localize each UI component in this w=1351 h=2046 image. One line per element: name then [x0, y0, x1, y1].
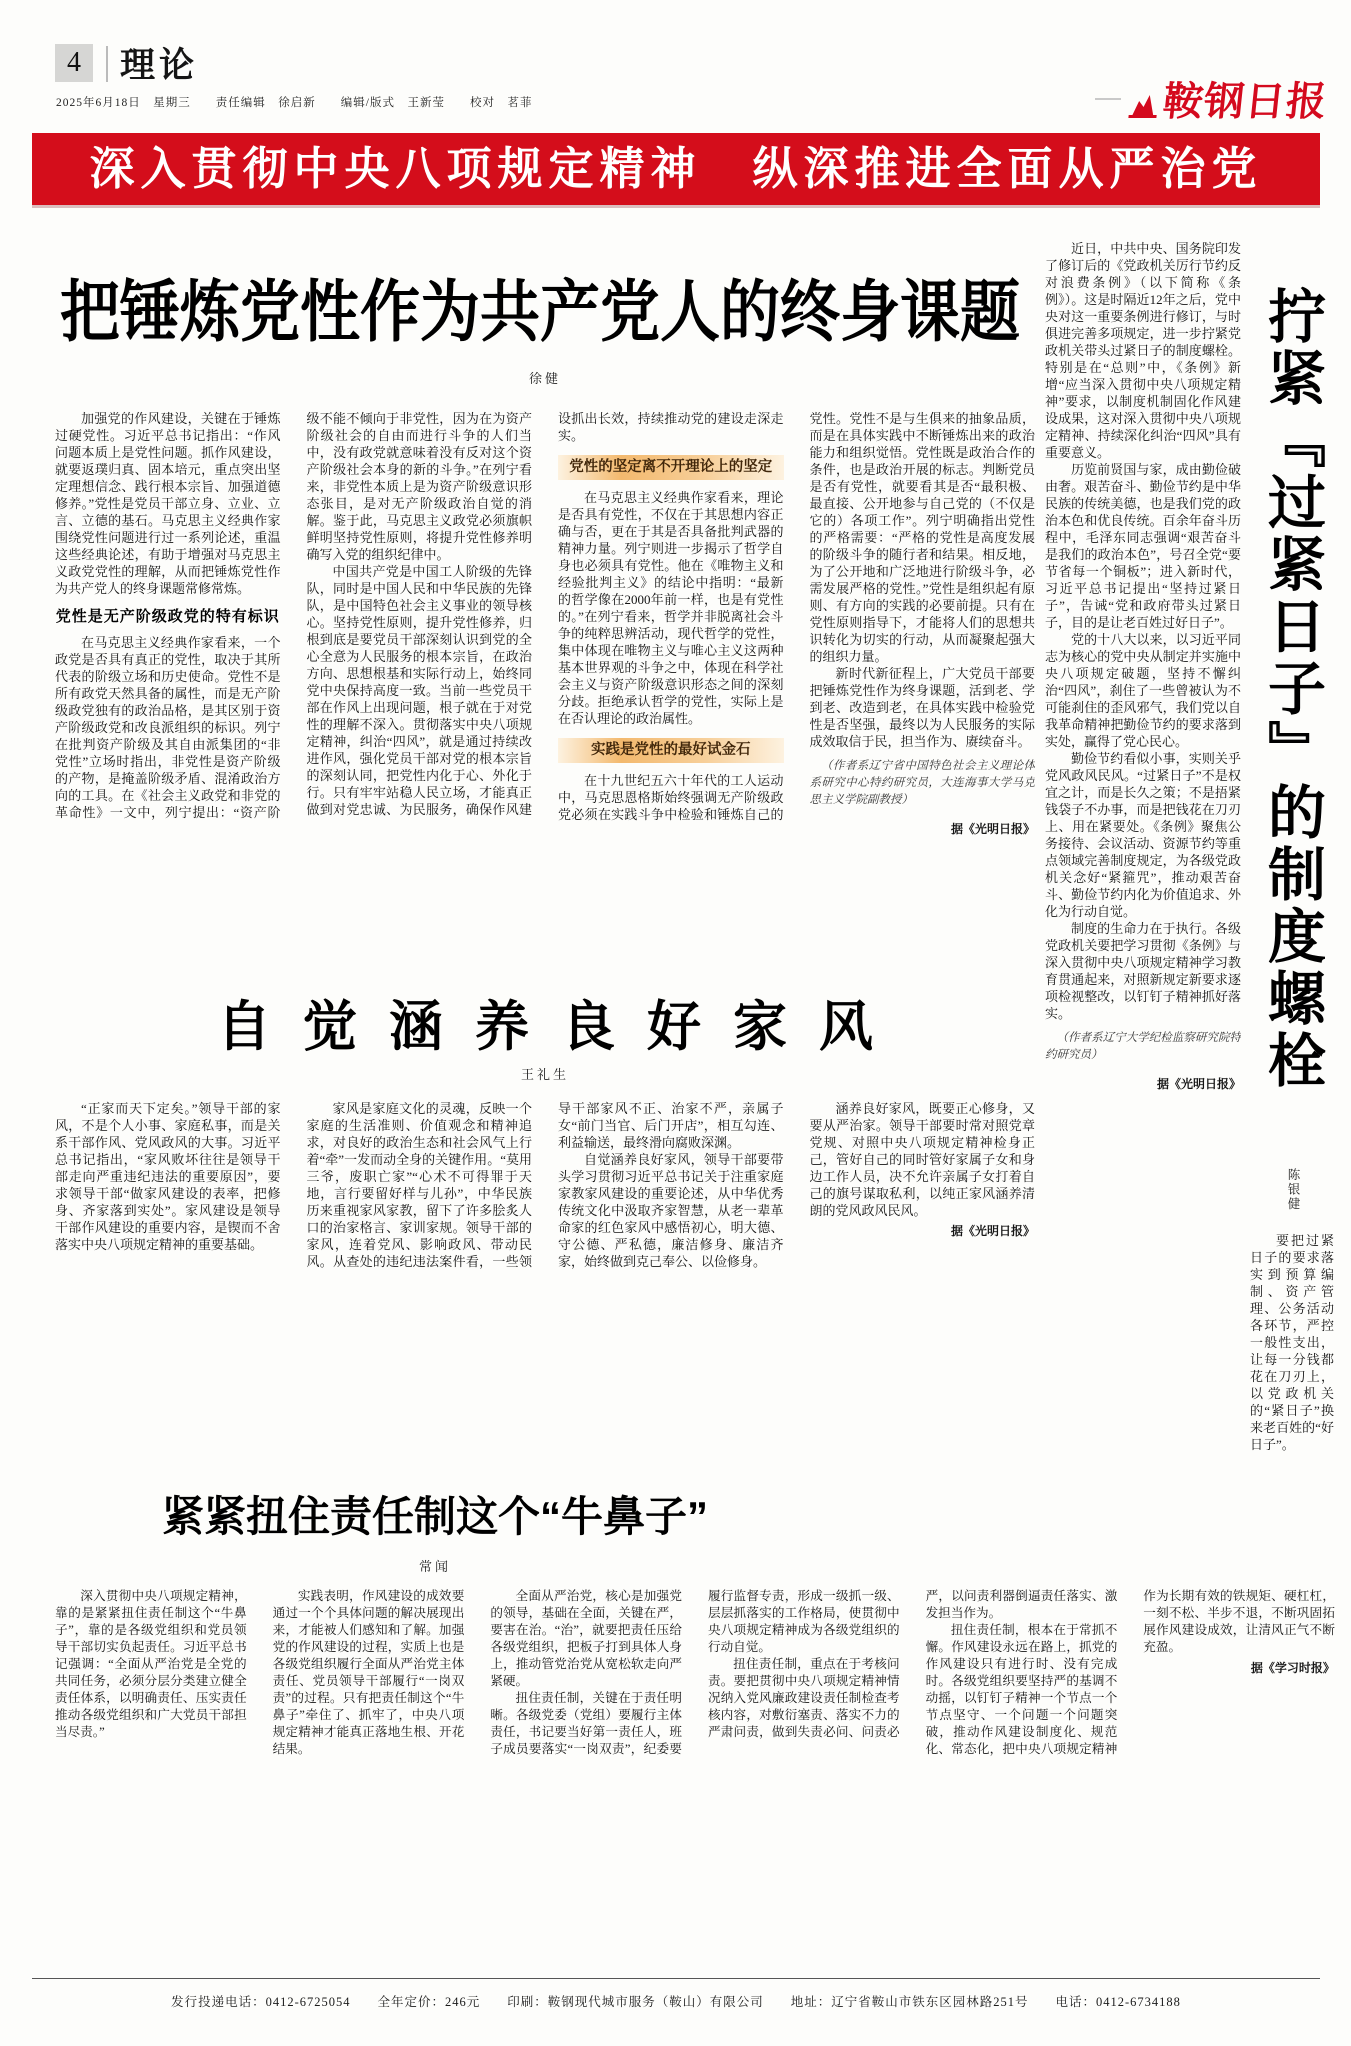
- main-article-attribution: （作者系辽宁省中国特色社会主义理论体系研究中心特约研究员，大连海事大学马克思主义学院副教授）: [809, 760, 1035, 806]
- bottom-article-author: 常闻: [418, 1559, 451, 1574]
- header-divider: [106, 46, 108, 82]
- family-article-source: 据《光明日报》: [950, 1224, 1035, 1238]
- paragraph: 在马克思主义经典作家看来，理论是否具有党性，不仅在于其思想内容正确与否，更在于其是否具备批判武器的精神力量。列宁则进一步揭示了哲学自身也必须具有党性。他在《唯物主义和经验批判主义》的结论中指明：“最新的哲学像在2000年前一样，也是有党性的。”在列宁看来，哲学并非脱离社会斗争的纯粹思辨活动，现代哲学的党性，集中体现在唯物主义与唯心主义这两种基本世界观的斗争之中，体现在科学社会主义与资产阶级意识形态之间的深刻分歧。拒绝承认哲学的党性，实际上是在否认理论的政治属性。: [558, 490, 784, 726]
- paragraph: 制度的生命力在于执行。各级党政机关要把学习贯彻《条例》与深入贯彻中央八项规定精神学习教育贯通起来，对照新规定新要求逐项检视整改，以钉钉子精神抓好落实。: [1045, 921, 1241, 1021]
- paragraph: 自觉涵养良好家风，领导干部要带头学习贯彻习近平总书记关于注重家庭家教家风建设的重要论述，从中华优秀传统文化中汲取齐家智慧，从老一辈革命家的红色家风中感悟初心，明大德、守公德、严私德，廉洁修身、廉洁齐家，始终做到克己奉公、以俭修身。: [558, 1152, 784, 1269]
- section-subhead: 党性的坚定离不开理论上的坚定: [558, 455, 784, 480]
- family-article-body: [55, 1100, 1035, 1394]
- dateline: 2025年6月18日 星期三 责任编辑 徐启新 编辑/版式 王新莹 校对 茗菲: [56, 97, 533, 109]
- paragraph: “正家而天下定矣。”领导干部的家风，不是个人小事、家庭私事，而是关系干部作风、党风政风的大事。习近平总书记指出，“家风败坏往往是领导干部走向严重违纪违法的重要原因”，要求领导干部“做家风建设的表率，把修身、齐家落到实处”。家风建设是领导干部作风建设的重要内容，是锲而不舍落实中央八项规定精神的重要基础。: [55, 1101, 281, 1252]
- paragraph: 中国共产党是中国工人阶级的先锋队，同时是中国人民和中华民族的先锋队，是中国特色社会主义事业的领导核心。坚持党性原则，提升党性修养，归根到底是要党员干部深刻认识到党的全心全意为人民服务的根本宗旨，在政治方向、思想根基和实际行动上，始终同党中央保持高度一致。当前一些党员干部在作风上出现问题，根子就在于对党性的理解不深入。贯彻落实中央八项规定精神，纠治“四风”，就是通过持续改进作风，强化党员干部对党的根本宗旨的深刻认同，把党性内化于心、外化于行。只有牢牢站稳人民立场，才能真正做到对党忠诚、为民服务，确保作风建设抓出长效，持续推动党的建设走深走实。: [306, 411, 784, 817]
- section-subhead: 党性是无产阶级政党的特有标识: [55, 608, 280, 625]
- paragraph: 扭住责任制，重点在于考核问责。要把贯彻中央八项规定精神情况纳入党风廉政建设责任制检查考核内容，对敷衍塞责、落实不力的严肃问责，做到失责必问、问责必严，以问责利器倒逼责任落实、激发担当作为。: [707, 1589, 1118, 1739]
- page-number: 4: [55, 44, 93, 82]
- bottom-article-body: [55, 1588, 1335, 1965]
- banner-headline: [32, 133, 1320, 205]
- masthead: [1126, 70, 1341, 124]
- paragraph: 加强党的作风建设，关键在于锤炼过硬党性。习近平总书记指出：“作风问题本质上是党性问题。抓作风建设，就要返璞归真、固本培元，重点突出坚定理想信念、践行根本宗旨、加强道德修养。”党性是党员干部立身、立业、立言、立德的基石。马克思主义经典作家围绕党性问题进行过一系列论述，重温这些经典论述，有助于增强对马克思主义政党党性的理解，从而把锤炼党性作为共产党人的终身课题常修常炼。: [55, 411, 281, 596]
- paragraph: 新时代新征程上，广大党员干部要把锤炼党性作为终身课题，活到老、学到老、改造到老，在具体实践中检验党性是否坚强，最终以为人民服务的实际成效取信于民，担当作为、赓续奋斗。: [809, 666, 1035, 749]
- masthead-logo-icon: [1124, 82, 1163, 129]
- right-article-source: 据《光明日报》: [1156, 1076, 1241, 1091]
- paragraph: 近日，中共中央、国务院印发了修订后的《党政机关厉行节约反对浪费条例》（以下简称《条例》）。这是时隔近12年之后，党中央对这一重要条例进行修订，与时俱进完善多项规定，进一步拧紧党政机关带头过紧日子的制度螺栓。特别是在“总则”中，《条例》新增“应当深入贯彻中央八项规定精神”要求，以制度机制固化作风建设成果，这对深入贯彻中央八项规定精神、持续深化纠治“四风”具有重要意义。: [1045, 241, 1241, 460]
- right-article-tail: 要把过紧日子的要求落实到预算编制、资产管理、公务活动各环节，严控一般性支出，让每一分钱都花在刀刃上，以党政机关的“紧日子”换来老百姓的“好日子”。: [1250, 1233, 1334, 1452]
- masthead-rule: [1095, 98, 1121, 100]
- footer-info: 发行投递电话：0412-6725054 全年定价：246元 印刷：鞍钢现代城市服务（鞍山）有限公司 地址：辽宁省鞍山市铁东区园林路251号 电话：0412-6734188: [171, 1995, 1181, 2009]
- paragraph: 实践表明，作风建设的成效要通过一个个具体问题的解决展现出来，才能被人们感知和了解。加强党的作风建设的过程，实质上也是各级党组织履行全面从严治党主体责任、党员领导干部履行“一岗双责”的过程。只有把责任制这个“牛鼻子”牵住了、抓牢了，中央八项规定精神才能真正落地生根、开花结果。: [272, 1589, 465, 1756]
- paragraph: 在十九世纪五六十年代的工人运动中，马克思恩格斯始终强调无产阶级政党必须在实践斗争中检验和锤炼自己的党性。党性不是与生俱来的抽象品质，而是在具体实践中不断锤炼出来的政治能力和组织觉悟。党性既是政治合作的条件，也是政治开展的标志。判断党员是否有党性，就要看其是否“最积极、最直接、公开地参与自己党的（不仅是它的）各项工作”。列宁明确指出党性的严格需要：“严格的党性是高度发展的阶级斗争的随行者和结果。相反地，为了公开地和广泛地进行阶级斗争，必需发展严格的党性。”党性是组织起有原则、有方向的实践的必要前提。只有在党性原则指导下，才能将人们的思想共识转化为切实的行动，从而凝聚起强大的组织力量。: [558, 411, 1035, 822]
- right-article-author: 陈银健: [1286, 1168, 1300, 1212]
- paragraph: 扭住责任制，根本在于常抓不懈。作风建设永远在路上，抓党的作风建设只有进行时、没有完成时。各级党组织要坚持严的基调不动摇，以钉钉子精神一个节点一个节点坚守、一个问题一个问题突破，推动作风建设制度化、规范化、常态化，把中央八项规定精神作为长期有效的铁规矩、硬杠杠，一刻不松、半步不退，不断巩固拓展作风建设成效，让清风正气不断充盈。: [925, 1589, 1335, 1756]
- right-article-body: [1045, 240, 1241, 1506]
- paragraph: 历览前贤国与家，成由勤俭破由奢。艰苦奋斗、勤俭节约是中华民族的传统美德，也是我们党的政治本色和优良传统。百余年奋斗历程中，毛泽东同志强调“艰苦奋斗是我们的政治本色”，号召全党“要节省每一个铜板”；进入新时代，习近平总书记提出“坚持过紧日子”，告诫“党和政府带头过紧日子，目的是让老百姓过好日子”。: [1045, 462, 1241, 630]
- bottom-article-source: 据《学习时报》: [1250, 1661, 1335, 1675]
- main-article-title: 把锤炼党性作为共产党人的终身课题: [60, 274, 1020, 350]
- paragraph: 家风是家庭文化的灵魂，反映一个家庭的生活准则、价值观念和精神追求，对良好的政治生态和社会风气上行着“牵”一发而动全身的关键作用。“莫用三爷，废职亡家”“心术不可得罪于天地，言行要留好样与儿孙”，中华民族历来重视家风家教，留下了许多脍炙人口的治家格言、家训家规。领导干部的家风，连着党风、影响政风、带动民风。从查处的违纪违法案件看，一些领导干部家风不正、治家不严，亲属子女“前门当官、后门开店”，相互勾连、利益输送，最终滑向腐败深渊。: [306, 1101, 784, 1269]
- family-article-title: 自觉涵养良好家风: [217, 997, 905, 1057]
- main-article-author: 徐健: [528, 371, 561, 386]
- main-article-source: 据《光明日报》: [950, 821, 1035, 836]
- main-article-body: [55, 410, 1035, 976]
- right-article-body-continued: [1250, 1232, 1334, 1506]
- footer-rule: [32, 1978, 1320, 1979]
- right-article-attribution: （作者系辽宁大学纪检监察研究院特约研究员）: [1045, 1032, 1241, 1061]
- bottom-article-title: 紧紧扭住责任制这个“牛鼻子”: [161, 1493, 708, 1540]
- right-article-title: 拧紧『过紧日子』的制度螺栓: [1259, 286, 1324, 1092]
- section-subhead: 实践是党性的最好试金石: [558, 738, 784, 763]
- paragraph: 扭住责任制，关键在于责任明晰。各级党委（党组）要履行主体责任，书记要当好第一责任人，班子成员要落实“一岗双责”，纪委要履行监督专责，形成一级抓一级、层层抓落实的工作格局，使贯彻中央八项规定精神成为各级党组织的行动自觉。: [490, 1589, 900, 1756]
- paragraph: 全面从严治党，核心是加强党的领导，基础在全面，关键在严，要害在治。“治”，就要把责任压给各级党组织，把板子打到具体人身上，推动管党治党从宽松软走向严紧硬。: [490, 1589, 682, 1688]
- paragraph: 勤俭节约看似小事，实则关乎党风政风民风。“过紧日子”不是权宜之计，而是长久之策；不是捂紧钱袋子不办事，而是把钱花在刀刃上、用在紧要处。《条例》聚焦公务接待、会议活动、资源节约等重点领域完善制度规定，为各级党政机关念好“紧箍咒”，推动艰苦奋斗、勤俭节约内化为价值追求、外化为行动自觉。: [1045, 751, 1241, 919]
- masthead-text: 鞍钢日报: [1160, 79, 1330, 124]
- right-article-paragraphs: [1045, 240, 1241, 1022]
- section-title: 理论: [120, 46, 199, 85]
- banner-headline-text: 深入贯彻中央八项规定精神 纵深推进全面从严治党: [89, 143, 1263, 194]
- paragraph: 党的十八大以来，以习近平同志为核心的党中央从制定并实施中央八项规定破题，坚持不懈纠治“四风”，刹住了一些曾被认为不可能刹住的歪风邪气，我们党以自我革命精神把勤俭节约的要求落到实处，赢得了党心民心。: [1045, 632, 1241, 749]
- family-article-author: 王礼生: [520, 1067, 569, 1082]
- paragraph: 在马克思主义经典作家看来，一个政党是否具有真正的党性，取决于其所代表的阶级立场和历史使命。党性不是所有政党天然具备的属性，而是无产阶级政党独有的政治品格，是其区别于资产阶级政党和改良派组织的标识。列宁在批判资产阶级及其自由派集团的“非党性”立场时指出，非党性是资产阶级的产物，是掩盖阶级矛盾、混淆政治方向的工具。在《社会主义政党和非党的革命性》一文中，列宁提出：“资产阶级不能不倾向于非党性，因为在为资产阶级社会的自由而进行斗争的人们当中，没有政党就意味着没有反对这个资产阶级社会本身的新的斗争。”在列宁看来，非党性本质上是为资产阶级意识形态张目，是对无产阶级政治自觉的消解。鉴于此，马克思主义政党必须旗帜鲜明坚持党性原则，将提升党性修养明确写入党的组织纪律中。: [55, 411, 532, 820]
- paragraph: 深入贯彻中央八项规定精神，靠的是紧紧扭住责任制这个“牛鼻子”，靠的是各级党组织和党员领导干部切实负起责任。习近平总书记强调：“全面从严治党是全党的共同任务，必须分层分类建立健全责任体系，以明确责任、压实责任推动各级党组织和广大党员干部担当尽责。”: [55, 1589, 247, 1739]
- family-article-paragraphs: [55, 1100, 1035, 1270]
- paragraph: 涵养良好家风，既要正心修身，又要从严治家。领导干部要时常对照党章党规、对照中央八项规定精神检身正己，管好自己的同时管好家属子女和身边工作人员，决不允许亲属子女打着自己的旗号谋取私利，以纯正家风涵养清朗的党风政风民风。: [809, 1101, 1035, 1218]
